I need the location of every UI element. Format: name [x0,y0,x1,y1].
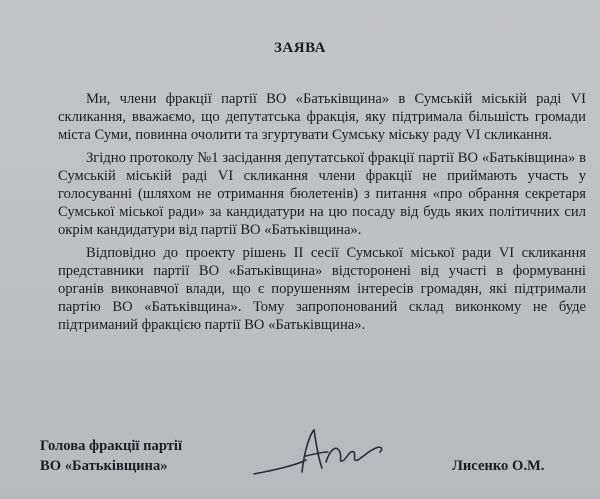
document-title: ЗАЯВА [274,40,326,56]
document-body [58,90,586,339]
paragraph-3: Відповідно до проекту рішень II сесії Сумської міської ради VI скликання представники партії ВО «Батьківщина» відсторонені від участі в формуванні органів виконавчої влади, що є порушенням інтересів громадян, які підтримали партію ВО «Батьківщина». Тому запропонований склад виконкому не буде підтриманий фракцією партії ВО «Батьківщина». [58,244,586,334]
paragraph-2: Згідно протоколу №1 засідання депутатської фракції партії ВО «Батьківщина» в Сумській міській раді VI скликання члени фракції не приймають участь у голосуванні (шляхом не отримання бюлетенів) з питання «про обрання секретаря Сумської міської ради» за кандидатури на цю посаду від будь яких політичних сил окрім кандидатури від партії ВО «Батьківщина». [58,149,586,239]
signatory-position-line1: Голова фракції партії [40,438,183,454]
signatory-name: Лисенко О.М. [452,458,545,474]
signatory-position-line2: ВО «Батьківщина» [40,458,168,474]
handwritten-signature [244,422,394,482]
paragraph-1: Ми, члени фракції партії ВО «Батьківщина» в Сумській міській раді VI скликання, вважаємо, що депутатська фракція, яку підтримала більшість громади міста Суми, повинна очолити та згуртувати Сумську міську раду VI скликання. [58,91,586,144]
signatory-position [40,436,182,476]
